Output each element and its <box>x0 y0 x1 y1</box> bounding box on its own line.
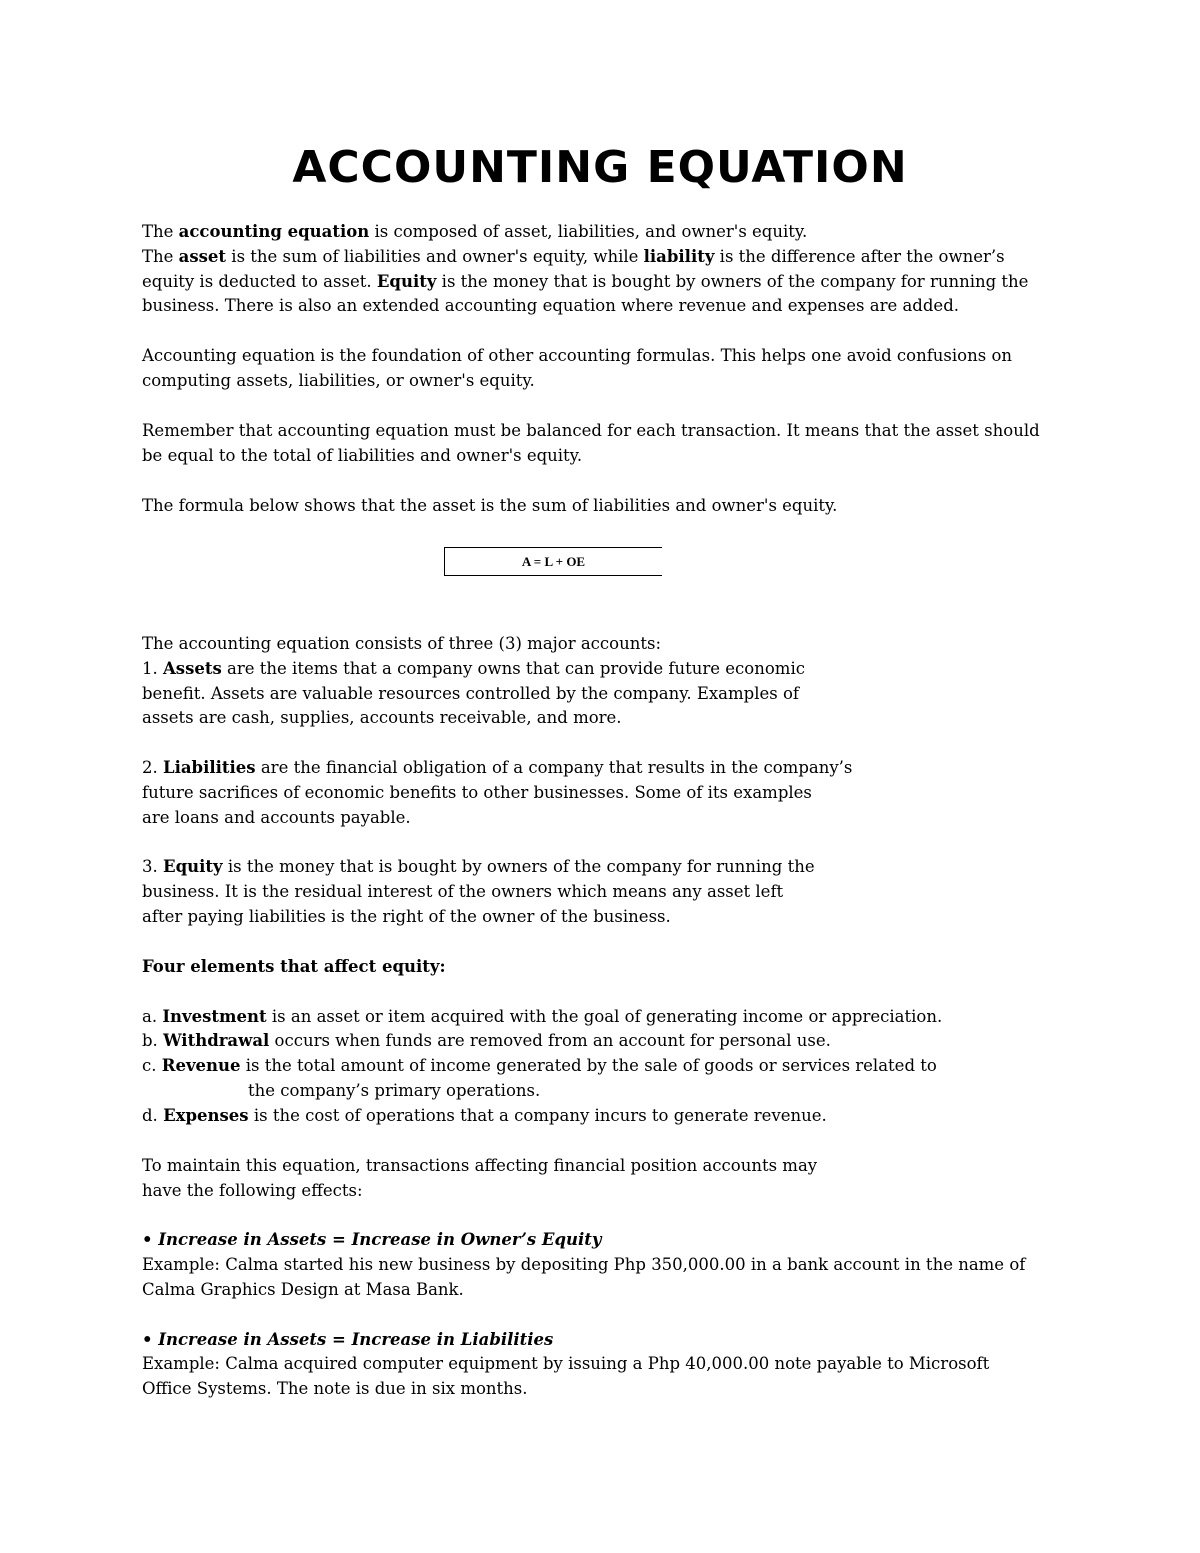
paragraph-line: Remember that accounting equation must be balanced for each transaction. It means that the asset should <box>142 421 1040 440</box>
blank-line <box>142 980 1062 1005</box>
term-withdrawal: Withdrawal <box>163 1031 270 1051</box>
accounts-intro: The accounting equation consists of three (3) major accounts: <box>142 634 662 653</box>
element-a <box>142 1005 1062 1030</box>
assets-line-2: benefit. Assets are valuable resources controlled by the company. Examples of <box>142 683 800 703</box>
blank-line <box>142 1204 1062 1229</box>
section-heading <box>142 955 1062 980</box>
intro-line-3 <box>142 270 1062 295</box>
text-run: equity is deducted to asset. <box>142 271 377 291</box>
text-run: is the money that is bought by owners of the company for running the <box>436 271 1029 291</box>
term-assets: Assets <box>163 658 222 678</box>
paragraph-line: have the following effects: <box>142 1180 363 1200</box>
heading-text: Four elements that affect equity: <box>142 957 446 976</box>
intro-line-1 <box>142 220 1062 245</box>
term-equity: Equity <box>376 271 437 291</box>
element-c-continued: the company’s primary operations. <box>248 1080 541 1100</box>
list-number: 3. <box>142 857 163 877</box>
assets-line-1 <box>142 657 1062 682</box>
list-number: 2. <box>142 757 163 777</box>
effect-1-example-line-2: Calma Graphics Design at Masa Bank. <box>142 1279 464 1299</box>
page-title: ACCOUNTING EQUATION <box>292 142 908 193</box>
text-run: is the difference after the owner’s <box>714 246 1005 266</box>
text-run: The <box>142 222 179 241</box>
four-elements-section <box>142 955 1062 1129</box>
paragraph-line: To maintain this equation, transactions affecting financial position accounts may <box>142 1156 818 1175</box>
text-run: is the cost of operations that a company incurs to generate revenue. <box>248 1105 827 1125</box>
term-asset: asset <box>178 246 227 266</box>
text-run: is the sum of liabilities and owner's equity, while <box>226 246 644 266</box>
effect-1-heading: • Increase in Assets = Increase in Owner’s Equity <box>142 1230 602 1250</box>
effects-section <box>142 1154 1062 1402</box>
term-expenses: Expenses <box>163 1105 249 1125</box>
balance-paragraph <box>142 419 1062 469</box>
major-accounts-section <box>142 632 1062 930</box>
effect-2-example-line-2: Office Systems. The note is due in six months. <box>142 1379 528 1399</box>
intro-paragraph <box>142 220 1062 319</box>
blank-line <box>142 1303 1062 1328</box>
equity-line-3: after paying liabilities is the right of the owner of the business. <box>142 906 671 926</box>
liabilities-line-2: future sacrifices of economic benefits to other businesses. Some of its examples <box>142 782 812 802</box>
element-c <box>142 1054 1062 1079</box>
term-investment: Investment <box>162 1006 267 1026</box>
list-letter: d. <box>142 1105 164 1125</box>
element-b <box>142 1029 1062 1054</box>
text-run: occurs when funds are removed from an account for personal use. <box>269 1031 831 1051</box>
term-equity: Equity <box>163 857 223 877</box>
blank-line <box>142 830 1062 855</box>
text-run: The <box>142 246 179 266</box>
formula-box <box>444 547 662 576</box>
effect-2-example-line-1: Example: Calma acquired computer equipment by issuing a Php 40,000.00 note payable to Microsoft <box>142 1354 990 1374</box>
term-revenue: Revenue <box>161 1056 241 1076</box>
paragraph-line: be equal to the total of liabilities and owner's equity. <box>142 445 583 465</box>
equity-line-1 <box>142 855 1062 880</box>
text-run: is the money that is bought by owners of the company for running the <box>222 857 815 877</box>
paragraph-line: The formula below shows that the asset is the sum of liabilities and owner's equity. <box>142 496 838 515</box>
assets-line-3: assets are cash, supplies, accounts receivable, and more. <box>142 708 622 728</box>
text-run: is composed of asset, liabilities, and owner's equity. <box>369 222 808 241</box>
intro-line-4: business. There is also an extended accounting equation where revenue and expenses are added. <box>142 296 959 316</box>
formula-intro-paragraph <box>142 494 1062 519</box>
element-d <box>142 1104 1062 1129</box>
effect-1-example-line-1: Example: Calma started his new business by depositing Php 350,000.00 in a bank account in the name of <box>142 1255 1026 1275</box>
formula-text: A = L + OE <box>521 553 586 569</box>
text-run: are the financial obligation of a company that results in the company’s <box>255 757 853 777</box>
text-run: are the items that a company owns that can provide future economic <box>221 658 805 678</box>
paragraph-line: computing assets, liabilities, or owner's equity. <box>142 370 535 390</box>
list-letter: a. <box>142 1006 163 1026</box>
term-liabilities: Liabilities <box>163 757 256 777</box>
text-run: is an asset or item acquired with the goal of generating income or appreciation. <box>266 1006 943 1026</box>
blank-line <box>142 731 1062 756</box>
liabilities-line-3: are loans and accounts payable. <box>142 807 411 827</box>
list-letter: c. <box>142 1056 162 1076</box>
paragraph-line: Accounting equation is the foundation of other accounting formulas. This helps one avoid confusions on <box>142 346 1013 365</box>
intro-line-2 <box>142 245 1062 270</box>
equity-line-2: business. It is the residual interest of the owners which means any asset left <box>142 881 784 901</box>
text-run: is the total amount of income generated by the sale of goods or services related to <box>240 1056 937 1076</box>
liabilities-line-1 <box>142 756 1062 781</box>
list-letter: b. <box>142 1031 164 1051</box>
foundation-paragraph <box>142 344 1062 394</box>
term-accounting-equation: accounting equation <box>178 222 370 241</box>
list-number: 1. <box>142 658 163 678</box>
term-liability: liability <box>643 246 715 266</box>
effect-2-heading: • Increase in Assets = Increase in Liabilities <box>142 1329 554 1349</box>
